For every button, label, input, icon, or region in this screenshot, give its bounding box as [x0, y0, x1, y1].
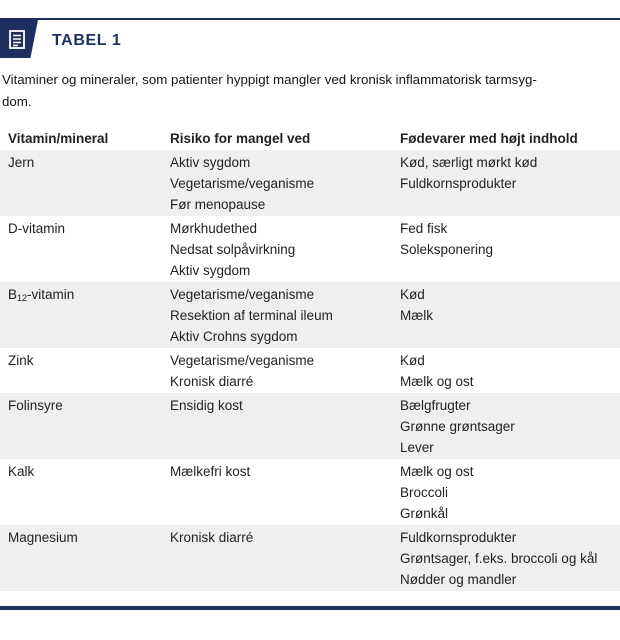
- food-line: Fuldkornsprodukter: [400, 176, 517, 191]
- vitamin-cell: [0, 216, 170, 282]
- risk-line: Aktiv sygdom: [170, 155, 251, 170]
- vitamin-name-suffix: -vitamin: [27, 287, 75, 302]
- risk-line: Mørkhudethed: [170, 221, 258, 236]
- risk-cell: [170, 525, 400, 591]
- caption-line: Vitaminer og mineraler, som patienter hyppigt mangler ved kronisk inflammatorisk tarmsyg-: [2, 72, 537, 87]
- table-row: [0, 393, 620, 459]
- food-line: Mælk og ost: [400, 464, 474, 479]
- table-row: [0, 216, 620, 282]
- food-line: Grøntsager, f.eks. broccoli og kål: [400, 551, 598, 566]
- table-row: [0, 525, 620, 591]
- vitamin-name: Jern: [8, 155, 35, 170]
- risk-line: Nedsat solpåvirkning: [170, 242, 296, 257]
- risk-line: Resektion af terminal ileum: [170, 308, 333, 323]
- nutrient-table: [0, 128, 620, 591]
- caption-line: dom.: [2, 94, 32, 109]
- food-line: Grønkål: [400, 506, 449, 521]
- risk-cell: [170, 459, 400, 525]
- document-icon: [9, 30, 25, 49]
- risk-line: Vegetarisme/veganisme: [170, 176, 315, 191]
- food-line: Mælk: [400, 308, 433, 323]
- risk-cell: [170, 150, 400, 216]
- risk-line: Kronisk diarré: [170, 374, 254, 389]
- vitamin-name: D-vitamin: [8, 221, 66, 236]
- table-caption: [2, 69, 618, 113]
- column-header-risk: Risiko for mangel ved: [170, 131, 311, 146]
- column-header-foods: Fødevarer med højt indhold: [400, 131, 578, 146]
- vitamin-cell: [0, 348, 170, 393]
- risk-line: Kronisk diarré: [170, 530, 254, 545]
- risk-line: Vegetarisme/veganisme: [170, 287, 315, 302]
- vitamin-cell: [0, 459, 170, 525]
- risk-cell: [170, 216, 400, 282]
- food-line: Kød: [400, 353, 425, 368]
- food-line: Lever: [400, 440, 434, 455]
- table-body: [0, 150, 620, 591]
- risk-cell: [170, 393, 400, 459]
- risk-line: Aktiv Crohns sygdom: [170, 329, 298, 344]
- food-cell: [400, 150, 620, 216]
- risk-line: Vegetarisme/veganisme: [170, 353, 315, 368]
- food-line: Kød, særligt mørkt kød: [400, 155, 538, 170]
- food-cell: [400, 525, 620, 591]
- bottom-rule: [0, 606, 620, 610]
- food-line: Mælk og ost: [400, 374, 474, 389]
- vitamin-cell: [0, 282, 170, 348]
- risk-line: Før menopause: [170, 197, 266, 212]
- top-rule: [0, 18, 620, 20]
- risk-line: Aktiv sygdom: [170, 263, 251, 278]
- food-line: Grønne grøntsager: [400, 419, 515, 434]
- vitamin-name: Zink: [8, 353, 34, 368]
- table-row: [0, 150, 620, 216]
- food-line: Broccoli: [400, 485, 449, 500]
- vitamin-cell: [0, 150, 170, 216]
- table-row: [0, 348, 620, 393]
- table-row: [0, 282, 620, 348]
- vitamin-name: Folinsyre: [8, 398, 63, 413]
- table-badge: [0, 20, 38, 58]
- food-line: Fed fisk: [400, 221, 448, 236]
- food-line: Fuldkornsprodukter: [400, 530, 517, 545]
- food-line: Nødder og mandler: [400, 572, 517, 587]
- food-cell: [400, 393, 620, 459]
- vitamin-cell: [0, 525, 170, 591]
- food-line: Bælgfrugter: [400, 398, 471, 413]
- risk-line: Mælkefri kost: [170, 464, 251, 479]
- vitamin-name: B: [8, 287, 18, 302]
- vitamin-name: Kalk: [8, 464, 35, 479]
- food-line: Kød: [400, 287, 425, 302]
- food-line: Soleksponering: [400, 242, 494, 257]
- food-cell: [400, 348, 620, 393]
- vitamin-name: Magnesium: [8, 530, 78, 545]
- table-row: [0, 459, 620, 525]
- table-title: TABEL 1: [52, 32, 122, 49]
- vitamin-cell: [0, 393, 170, 459]
- food-cell: [400, 459, 620, 525]
- food-cell: [400, 216, 620, 282]
- risk-line: Ensidig kost: [170, 398, 243, 413]
- vitamin-name-subscript: 12: [17, 293, 28, 303]
- risk-cell: [170, 282, 400, 348]
- risk-cell: [170, 348, 400, 393]
- table-header-row: [0, 128, 620, 150]
- food-cell: [400, 282, 620, 348]
- column-header-vitamin: Vitamin/mineral: [8, 131, 109, 146]
